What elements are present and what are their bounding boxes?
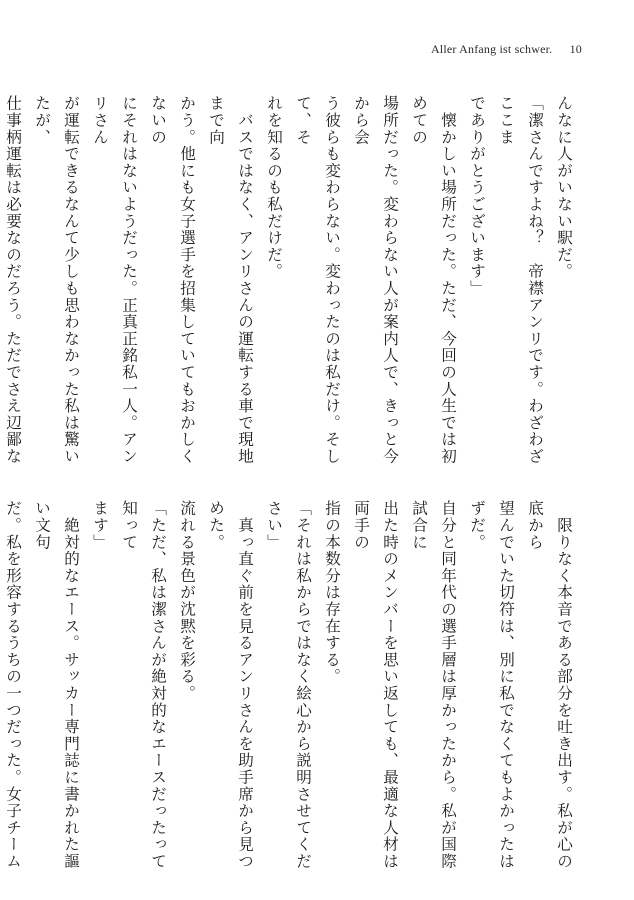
- text-line: だ。私を形容するうちの一つだった。女子チーム: [4, 500, 22, 870]
- chapter-title: Aller Anfang ist schwer.: [430, 42, 553, 56]
- text-line: う彼らも変わらない。変わったのは私だけ。そして、そ: [294, 95, 341, 465]
- text-line: れを知るのも私だけだ。: [265, 95, 283, 280]
- text-line: 望んでいた切符は、別に私でなくてもよかったはずだ。: [468, 500, 515, 870]
- text-line: が運転できるなんて少しも思わなかった私は驚いたが、: [33, 95, 80, 465]
- text-line: でありがとうございます」: [468, 95, 486, 297]
- text-line: ます」: [91, 500, 109, 551]
- text-line: バスではなく、アンリさんの運転する車で現地まで向: [207, 95, 254, 465]
- text-line: 場所だった。変わらない人が案内人で、きっと今から会: [352, 95, 399, 465]
- text-line: 「ただ、私は潔さんが絶対的なエースだったって知って: [120, 500, 167, 870]
- text-line: 懐かしい場所だった。ただ、今回の人生では初めての: [410, 95, 457, 465]
- text-line: 真っ直ぐ前を見るアンリさんを助手席から見つめた。: [207, 500, 254, 870]
- text-line: 絶対的なエース。サッカー専門誌に書かれた謳い文句: [33, 500, 80, 870]
- text-line: 「それは私からではなく絵心から説明させてください」: [265, 500, 312, 870]
- text-line: にそれはないようだった。正真正銘私一人。アンリさん: [91, 95, 138, 465]
- text-line: かう。他にも女子選手を招集していてもおかしくないの: [149, 95, 196, 465]
- upper-text-block: [4, 95, 578, 477]
- text-line: 限りなく本音である部分を吐き出す。私が心の底から: [526, 500, 573, 870]
- text-line: 「潔さんですよね？ 帝襟アンリです。わざわざここま: [497, 95, 544, 465]
- lower-text-block: [4, 500, 578, 880]
- text-line: 仕事柄運転は必要なのだろう。ただでさえ辺鄙な: [4, 95, 22, 465]
- page-number: 10: [569, 42, 582, 56]
- text-line: んなに人がいない駅だ。: [555, 95, 573, 280]
- text-line: 自分と同年代の選手層は厚かったから。私が国際試合に: [410, 500, 457, 870]
- running-header: [431, 42, 582, 57]
- text-line: 指の本数分は存在する。: [323, 500, 341, 685]
- text-line: 出た時のメンバーを思い返しても、最適な人材は両手の: [352, 500, 399, 870]
- text-line: 流れる景色が沈黙を彩る。: [178, 500, 196, 702]
